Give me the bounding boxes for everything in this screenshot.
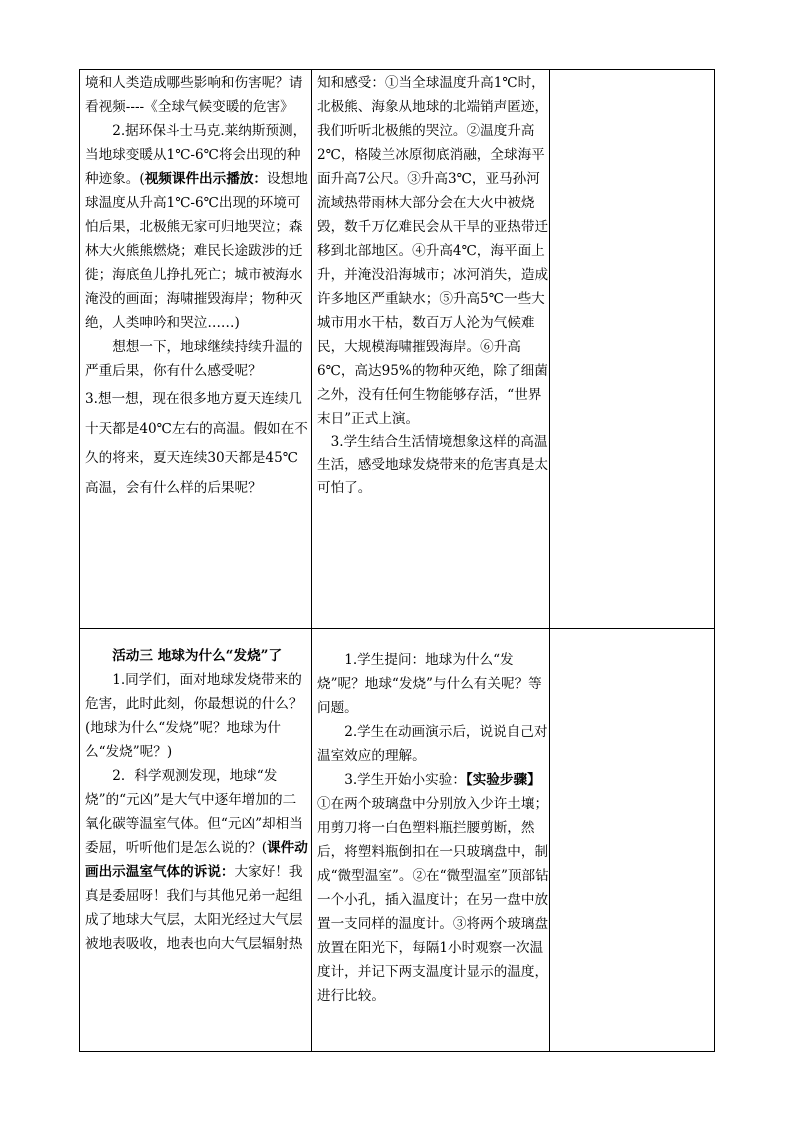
- cell-teacher-activity-bottom: [85, 644, 309, 1050]
- cell-notes-empty: [550, 71, 714, 1051]
- text-paragraph: 想想一下，地球继续持续升温的严重后果，你有什么感受呢？: [85, 339, 303, 379]
- cell-student-activity-bottom: [317, 648, 549, 1050]
- text-paragraph: 知和感受：①当全球温度升高1℃时，北极熊、海象从地球的北端销声匿迹，我们听听北极熊的哭泣。②温度升高2℃，格陵兰冰原彻底消融，全球海平面升高7公尺。③升高3℃，亚马孙河流域热带雨林大部分会在大火中被烧毁，数千万亿难民会从干旱的亚热带迁移到北部地区。④升高4℃，海平面上升，并淹没沿海城市；冰河消失，造成许多地区严重缺水；⑤升高5℃一些大城市用水干枯，数百万人沦为气候难民，大规模海啸摧毁海岸。⑥升高6℃，高达95%的物种灭绝，除了细菌之外，没有任何生物能够存活，“世界末日”正式上演。: [317, 75, 549, 427]
- text-paragraph: 1.学生提问：地球为什么“发烧”呢？地球“发烧”与什么有关呢？等问题。: [317, 652, 542, 716]
- text-paragraph: 2.学生在动画演示后，说说自己对温室效应的理解。: [317, 724, 548, 764]
- cell-student-activity-top: [317, 71, 549, 627]
- text-paragraph: 境和人类造成哪些影响和伤害呢？请看视频----《全球气候变暖的危害》: [85, 75, 303, 115]
- activity-heading: 活动三 地球为什么“发烧”了: [112, 648, 283, 664]
- text-paragraph: 3.学生结合生活情境想象这样的高温生活，感受地球发烧带来的危害真是太可怕了。: [317, 434, 549, 496]
- text-paragraph: 3.想一想，现在很多地方夏天连续几十天都是40℃左右的高温。假如在不久的将来，夏天连续30天都是45℃高温，会有什么样的后果呢？: [85, 391, 308, 496]
- text-paragraph: 2.据环保斗士马克.莱纳斯预测，当地球变暖从1℃-6℃将会出现的种种迹象。(视频课件出示播放：设想地球温度从升高1℃-6℃出现的环境可怕后果，北极熊无家可归地哭泣；森林大火熊熊燃烧；难民长途跋涉的迁徙；海底鱼儿挣扎死亡；城市被海水淹没的画面；海啸摧毁海岸；物种灭绝，人类呻吟和哭泣……): [85, 123, 308, 331]
- text-paragraph: 3.学生开始小实验：【实验步骤】①在两个玻璃盘中分别放入少许土壤；用剪刀将一白色塑料瓶拦腰剪断，然后，将塑料瓶倒扣在一只玻璃盘中，制成“微型温室”。②在“微型温室”顶部钻一个小孔，插入温度计；在另一盘中放置一支同样的温度计。③将两个玻璃盘放置在阳光下，每隔1小时观察一次温度计，并记下两支温度计显示的温度，进行比较。: [317, 772, 549, 1004]
- column-divider: [311, 70, 312, 1051]
- lesson-table: [79, 69, 715, 1052]
- cell-teacher-activity-top: [85, 71, 309, 627]
- text-paragraph: 2．科学观测发现，地球“发烧”的“元凶”是大气中逐年增加的二氧化碳等温室气体。但“元凶”却相当委屈，听听他们是怎么说的？(课件动画出示温室气体的诉说：大家好！我真是委屈呀！我们与其他兄弟一起组成了地球大气层，太阳光经过大气层被地表吸收，地表也向大气层辐射热: [85, 768, 308, 952]
- text-paragraph: 1.同学们，面对地球发烧带来的危害，此时此刻，你最想说的什么？(地球为什么“发烧”呢？地球为什么“发烧”呢？): [85, 672, 303, 760]
